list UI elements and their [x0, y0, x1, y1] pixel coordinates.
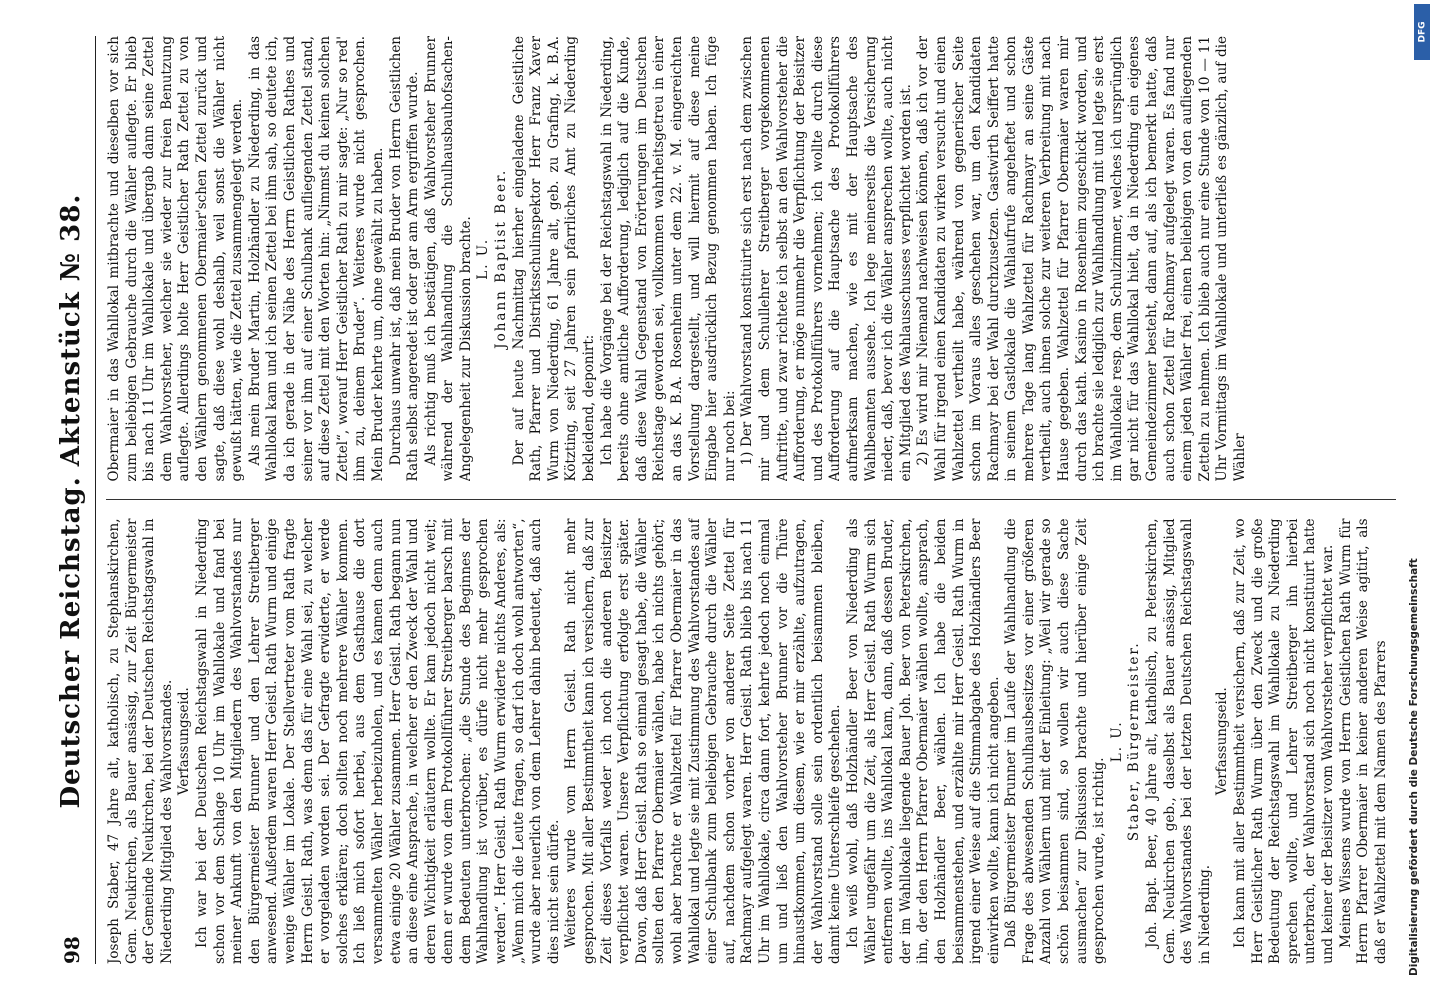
- paragraph: Ich war bei der Deutschen Reichstagswahl in Niederding schon vor dem Schlage 10 Uhr im Wahllokale und fand bei meiner Ankunft von den Mitgliedern des Wahlvorstandes nur den Bürgermeister Brunner und den Lehrer Streitberger anwesend. Außerdem waren Herr Geistl. Rath Wurm und einige wenige Wähler im Lokale. Der Stellvertreter vom Rath fragte Herrn Geistl. Rath, was denn das für eine Wahl sei, zu welcher er vorgeladen worden sei. Der Gefragte erwiderte, er werde solches erklären; doch sollten noch mehrere Wähler kommen. Ich ließ mich sofort herbei, aus dem Gasthause die dort versammelten Wähler herbeizuholen, und es kamen denn auch etwa einige 20 Wähler zusammen. Herr Geistl. Rath begann nun an diese eine Ansprache, in welcher er den Zweck der Wahl und deren Wichtigkeit erläutern wollte. Er kam jedoch nicht weit; denn er wurde von dem Protokollführer Streitberger barsch mit dem Bedeuten unterbrochen: „die Stunde des Beginnes der Wahlhandlung ist vorüber, es dürfe nicht mehr gesprochen werden“. Herr Geistl. Rath Wurm erwiderte nichts Anderes, als: „Wenn mich die Leute fragen, so darf ich doch wohl antworten“, wurde aber neuerlich von dem Lehrer dahin bedeutet, daß auch dies nicht sein dürfe.: [193, 518, 562, 964]
- digitization-credit: [1408, 6, 1428, 996]
- page-number: 98: [60, 936, 84, 964]
- signature: Johann Baptist Beer.: [493, 168, 510, 349]
- paragraph: Als mein Bruder Martin, Holzhändler zu Niederding, in das Wahllokal kam und ich seinen Zettel bei ihm sah, so deutete ich, da ich gerade in der Nähe des Herrn Geistlichen Rathes und seiner vor ihm auf einer Schulbank aufliegenden Zettel stand, auf diese Zettel mit den Worten hin: „Nimmst du keinen solchen Zettel“, worauf Herr Geistlicher Rath zu mir sagte: „Nur so red' ihm zu, deinem Bruder“. Weiteres wurde nicht gesprochen. Mein Bruder kehrte um, ohne gewählt zu haben.: [246, 36, 386, 482]
- seal-mark: L. U.: [1108, 720, 1125, 763]
- paragraph: Meines Wissens wurde von Herrn Geistlichen Rath Wurm für Herrn Pfarrer Obermaier in keiner anderen Weise agitirt, als daß er Wahlzettel mit dem Namen des Pfarrers: [1337, 518, 1389, 964]
- left-column: [106, 519, 1396, 965]
- paragraph: Daß Bürgermeister Brunner im Laufe der Wahlhandlung die Frage des abwesenden Schulhausbesitzes vor einer größeren Anzahl von Wählern und mit der Einleitung: „Weil wir gerade so schön beisammen sind, so wollen wir auch diese Sache ausmachen“ zur Diskussion brachte und hierüber einige Zeit gesprochen wurde, ist richtig.: [1003, 518, 1108, 964]
- paragraph: Weiteres wurde vom Herrn Geistl. Rath nicht mehr gesprochen. Mit aller Bestimmtheit kann ich versichern, daß zur Zeit dieses Vorfalls weder ich noch die anderen Beisitzer verpflichtet waren. Unsere Verpflichtung erfolgte erst später. Davon, daß Herr Geistl. Rath so einmal gesagt habe, die Wähler sollten den Pfarrer Obermaier wählen, habe ich nichts gehört; wohl aber brachte er Wahlzettel für Pfarrer Obermaier in das Wahllokal und legte sie mit Zustimmung des Wahlvorstandes auf einer Schulbank zum beliebigen Gebrauche durch die Wähler auf, nachdem schon vorher von anderer Seite Zettel für Rachmayr aufgelegt waren. Herr Geistl. Rath blieb bis nach 11 Uhr im Wahllokale, circa dann fort, kehrte jedoch noch einmal um und ließ den Wahlvorsteher Brunner vor die Thüre hinaustkommen, um diesem, wie er mir erzählte, aufzutragen, der Wahlvorstand solle sein ordentlich beisammen bleiben, damit keine Unterschleife geschehen.: [563, 518, 844, 964]
- paragraph: Obermaier in das Wahllokal mitbrachte und dieselben vor sich zum beliebigen Gebrauche durch die Wähler auflegte. Er blieb bis nach 11 Uhr im Wahllokale und übergab dann seine Zettel dem Wahlvorsteher, welcher sie wieder zur freien Benutzung auflegte. Allerdings holte Herr Geistlicher Rath Zettel zu von den Wählern genommenen Obermaier'schen Zettel zurück und sagte, daß diese wohl deshalb, weil sonst die Wähler nicht gewußt hätten, wie die Zettel zusammengelegt werden.: [106, 36, 246, 482]
- text-columns: [106, 36, 1396, 964]
- seal-mark: L. U.: [475, 237, 492, 280]
- paragraph: Joh. Bapt. Beer, 40 Jahre alt, katholisch, zu Peterskirchen, Gem. Neukirchen geb., daselbst als Bauer ansässig, Mitglied des Wahlvorstandes bei der letzten Deutschen Reichstagswahl in Niederding.: [1144, 518, 1213, 964]
- column-divider: [106, 500, 1396, 501]
- paragraph: Der auf heute Nachmittag hierher eingeladene Geistliche Rath, Pfarrer und Distriktsschulinspektor Herr Franz Xaver Wurm von Niederding, 61 Jahre alt, geb. zu Grafing, k. B.A. Kötzting, seit 27 Jahren sein pfarrliches Amt zu Niederding bekleidend, deponirt:: [510, 36, 598, 482]
- list-item: 2) Es wird mir Niemand nachweisen können, daß ich vor der Wahl für irgend einen Kandidaten zu wirken versucht und einen Wahlzettel vertheilt habe, während von gegnerischer Seite schon im Voraus alles geschehen war, um den Kandidaten Rachmayr bei der Wahl durchzusetzen. Gastwirth Seiffert hatte in seinem Gastlokale die Wahlaufrufe angeheftet und schon mehrere Tage lang Wahlzettel für Rachmayr an seine Gäste vertheilt, auch ihnen solche zur weiteren Verbreitung mit nach Hause gegeben. Wahlzettel für Pfarrer Obermaier waren mir durch das kath. Kasino in Rosenheim zugeschickt worden, und ich brachte sie lediglich zur Wahlhandlung mit und legte sie erst im Wahllokale resp. dem Schulzimmer, welches ich ursprünglich gar nicht für das Wahllokal hielt, da in Niederding ein eigenes Gemeindezimmer besteht, dann auf, als ich bemerkt hatte, daß auch schon Zettel für Rachmayr aufgelegt waren. Es fand nur einem jeden Wähler frei, einen beliebigen von den aufliegenden Zetteln zu nehmen. Ich blieb auch nur eine Stunde von 10 — 11 Uhr Vormittags im Wahllokale und unterließ es gänzlich, auf die Wähler: [915, 36, 1248, 482]
- paragraph: Joseph Staber, 47 Jahre alt, katholisch, zu Stephanskirchen, Gem. Neukirchen, als Bauer ansässig, zur Zeit Bürgermeister der Gemeinde Neukirchen, bei der Deutschen Reichstagswahl in Niederding Mitglied des Wahlvorstandes.: [106, 518, 175, 964]
- list-item: 1) Der Wahlvorstand konstituirte sich erst nach dem zwischen mir und dem Schullehrer Streitberger vorgekommenen Auftritte, und zwar richtete ich selbst an den Wahlvorsteher die Aufforderung, er möge nunmehr die Verpflichtung der Beisitzer und des Protokollführers vornehmen; ich wollte durch diese Aufforderung auf die Hauptsache des Protokollführers aufmerksam machen, wie es mit der Hauptsache des Wahlbeamten aussehe. Ich lege meinerseits die Versicherung nieder, daß, bevor ich die Wähler ansprechen wollte, auch nicht ein Mitglied des Wahlausschusses verpflichtet worden ist.: [739, 36, 914, 482]
- paragraph: Durchaus unwahr ist, daß mein Bruder von Herrn Geistlichen Rath selbst angeredet ist oder gar am Arm ergriffen wurde.: [387, 36, 422, 482]
- paragraph: Ich kann mit aller Bestimmtheit versichern, daß zur Zeit, wo Herr Geistlicher Rath Wurm über den Zweck und die große Bedeutung der Reichstagswahl im Wahllokale zu Niederding sprechen wollte, und Lehrer Streitberger ihn hierbei unterbrach, der Wahlvorstand sich noch nicht konstituirt hatte und keiner der Beisitzer vom Wahlvorsteher verpflichtet war.: [1232, 518, 1336, 964]
- dfg-logo: [1414, 4, 1430, 60]
- credit-text: Digitalisierung gefördert durch die Deutsche Forschungsgemeinschaft: [1408, 558, 1420, 976]
- page-header: [56, 36, 96, 964]
- signature: Staber, Bürgermeister.: [1126, 641, 1143, 842]
- paragraph: Als richtig muß ich bestätigen, daß Wahlvorsteher Brunner während der Wahlhandlung die Schulhausbauhofsachen-Angelegenheit zur Diskussion brachte.: [422, 36, 474, 482]
- running-title: Deutscher Reichstag. Aktenstück № 38.: [56, 193, 86, 809]
- section-heading: Verfassungseid.: [1214, 687, 1231, 796]
- dfg-logo-text: DFG: [1417, 21, 1428, 43]
- right-column: [106, 36, 1396, 482]
- document-page: [40, 10, 1420, 990]
- paragraph: Ich weiß wohl, daß Holzhändler Beer von Niederding als Wähler ungefähr um die Zeit, als Herr Geistl. Rath Wurm sich entfernen wollte, ins Wahllokal kam, dann, daß dessen Bruder, der im Wahllokale liegende Bauer Joh. Beer von Peterskirchen, ihn, der den Herrn Pfarrer Obermaier wählen wollte, ansprach, den Holzhändler Beer, wählen. Ich habe die beiden beisammenstehen, und erzählte mir Herr Geistl. Rath Wurm in irgend einer Weise auf die Stimmabgabe des Holzhändlers Beer einwirken wollte, kann ich nicht angeben.: [844, 518, 1002, 964]
- paragraph: Ich habe die Vorgänge bei der Reichstagswahl in Niederding, bereits ohne amtliche Aufforderung, lediglich auf die Kunde, daß diese Wahl Gegenstand von Erörterungen im Deutschen Reichstage geworden sei, vollkommen wahrheitsgetreu in einer an das K. B.A. Rosenheim unter dem 22. v. M. eingereichten Vorstellung dargestellt, und will hiermit auf diese meine Eingabe hier ausdrücklich Bezug genommen haben. Ich füge nur noch bei:: [598, 36, 738, 482]
- section-heading: Verfassungseid.: [176, 687, 193, 796]
